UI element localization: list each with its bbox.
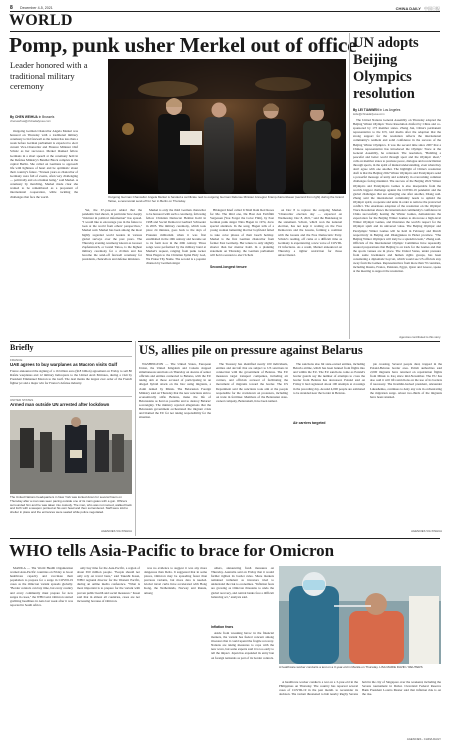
page-number: 8: [10, 5, 13, 11]
who-col-2: [77, 566, 140, 742]
side-body-text: The United Nations General Assembly on Thursday adopted the Beijing Winter Olympic Truce Resolution drafted by China and co-sponsored by 173 member states. Zhang Jun, China's permanent representative to the UN, told media after the adoption that the strong support for the resolution reflects the international community's resilient and solid confidence in the success of the Beijing Winter Olympics. It was the second time since 2007 that a Chinese representative has introduced the Olympic Truce at the General Assembly, he reiterated. The resolution, "Building a peaceful and better world through sport and the Olympic ideal," calls on member states to promote peace, dialogue and reconciliation through sports, in the spirit of mutual understanding, even when they don't agree with one another. The highlight of China's resolution draft is that the Beijing 2022 Winter Olympics and Paralympics send a powerful message of unity and solidarity in overcoming common challenges facing mankind. The success of the Beijing 2022 Winter Olympics and Paralympics Games is also inseparable from the world's biggest challenge against the COVID-19 pandemic and the global challenges that are emerging one after another, Zhang said. Zhang said the international community needs to uphold the Olympic spirit, cooperate and unite in order to remove the protracted conflict. The enormous adoption of the resolution on the Olympic Truce Resolution shows the international community's confidence in China successfully hosting the Winter Games, demonstrates the expectation for the Beijing Winter Games to showcase a high-level Winter Olympic Games, and illustrates the world's respect for the Olympic spirit and its universal value. The Beijing Olympic and Paralympic Winter Games will be held in February and March respectively in Beijing and Zhangjiakou in Hebei province. "The Beijing Winter Olympics will truly be a splendid event," Zhang said. Officials of the International Olympic Committee have repeatedly assured preparations that Beijing is on track for the Games and that the sports venues are in place. The United States, under pressure from some lawmakers and human rights groups, has been considering a diplomatic boycott, which would see US officials stay away from the Games. Representatives from more than 70 countries, including Russia, France, Pakistan, Egypt, Qatar and Greece, spoke at the meeting to support the resolution.: [353, 118, 441, 274]
briefly-item1-body: [10, 369, 132, 394]
ceremony-photo-illustration: [108, 59, 346, 194]
belarus-credit: AGENCIES VIA XINHUA: [411, 529, 442, 533]
who-headline: WHO tells Asia-Pacific to brace for Omicron: [9, 541, 335, 560]
briefly-photo: [10, 410, 132, 494]
belarus-col-1-text: WASHINGTON — The United States, European Union, the United Kingdom and Canada slapped simultaneous sanctions on Thursday on dozens of senior officials and entities connected to Belarus, with the EU taking aim at those accused of participating in an alleged hybrid attack on the bloc using migrants, a claim denied by Minsk. The Belarusian Foreign Ministry said on Thursday that the new sanctions aim to economically stifle Belarus, make the life of Belarusians as hard as possible and to destroy Belarus' sovereignty. The ministry rejected allegations that the Belarusian government orchestrated the migrant crisis and blamed the EU for not taking responsibility for the situation.: [139, 362, 211, 420]
police-photo-illustration: [10, 410, 132, 494]
who-col-4: [211, 566, 274, 622]
lead-byline: [10, 115, 80, 123]
briefly-item1-location: FRANCE: [10, 358, 23, 362]
lead-col-5-text: on Dec 8 to replace the outgoing Merkel. "Chancellor election day — expected on Wednesday, Dec 8, 2021," said the Bundestag in the statement. Scholz, which won the national election, has not kept it waiting on the Free Democrats and the Greens, forming a coalition with the Greens and the Free Democratic Party. Scholz's reading, off came at a difficult time as Germany is experiencing a new wave of COVID-19 infections. As a result, Merkel announced on Thursday a tighter restriction for those unvaccinated.: [278, 208, 342, 258]
belarus-col-3-text: The sanctions also hit state-owned entities, including Belavia airline, which has been banned from flights into and within the EU. The EU sanctions come as Poland's border guards say the number of attempts to cross the border from Belarus has decreased. Poland said on Friday it had registered about 100 attempts at crossings in the preceding day. Around 4,000 people are estimated to be stranded near the border in Belarus.: [293, 362, 365, 395]
who-col-6: [279, 680, 441, 736]
page-date: December 4-5, 2021: [20, 6, 53, 10]
briefly-item2-headline: Armed man outside UN arrested after lockdown: [10, 402, 110, 407]
who-photo: [279, 566, 441, 664]
who-col-3: [144, 566, 207, 742]
who-col-2-text: only buy time for the Asia-Pacific, a region of about 650 million people. "People should not only rely on travel bans," said Takeshi Kasai, WHO regional director for the Western Pacific, during an online media conference. "What is most important is to prepare for the variant with proven public health and social measures." Kasai said that in almost all countries, cases are not increasing because of Omicron.: [77, 566, 140, 603]
header-rule: [10, 11, 440, 12]
belarus-col-2: [216, 362, 288, 534]
side-divider: [349, 33, 350, 339]
lead-col-5: [278, 208, 342, 339]
lead-col-2-text: Yet, the 67-year-old added that the pandemic had shown, in particular how deeply "mistrust in political information" has spread. "I would like to encourage you in the future to look at the world from others' perspectives," Merkel said. Merkel has been among the most highly regarded world leaders in various global surveys over the past years. The Thursday evening ceremony known as Grosser Zapfenstreich, or Grand Tattoo, is the highest military ceremony for a civilian and has become the send-off farewell ceremony for presidents, chancellors and defense ministers.: [82, 208, 142, 262]
lead-byline-email: chenweihua@chinadailyusa.com: [10, 119, 51, 123]
briefly-item1-text: France announced the signing of a 16 billion euro ($18 billion) agreement on Friday to sell 80 Rafale warplanes and 12 military helicopters to the United Arab Emirates, during a visit by President Emmanuel Macron to the Gulf. The deal marks the largest ever order of the French fighter jet and a major win for France's defense industry.: [10, 369, 132, 386]
belarus-col-4: [370, 362, 442, 528]
lead-photo-caption: Outgoing German Chancellor Angela Merkel is handed a certificate next to outgoing German Defense Minister Annegret Kramp-Karrenbauer (second from right) during the Grand Tattoo, a ceremonial send-off for her in Berlin on Thursday.: [108, 195, 344, 203]
who-col-5: [211, 631, 274, 741]
belarus-col-1: [139, 362, 211, 534]
lead-byline-place: in Brussels: [38, 115, 55, 119]
who-col-5-text: Aside from wreaking havoc in the financial markets, the variant has fueled concern among investors that it could upend the fragile recovery. Nations are taking measures to cope with the new wave, but some experts said it is too early to tell the impact. Japan has expanded its entry ban on foreign nationals as part of its border controls.: [211, 631, 274, 660]
lead-col-2: [82, 208, 142, 339]
lead-col-1-text: Outgoing German Chancellor Angela Merkel was honored on Thursday with a traditional military ceremony to bid farewell as the nation has less than a week before German parliament is expected to elect current Vice-Chancellor and Finance Minister Olaf Scholz as her successor. Merkel thanked fellow Germans in a short speech at the ceremony held in the Defense Ministry's Bendler Block complex in the capital Berlin. She called on Germans to approach life with lightness of heart and be optimistic about their country's future. "Sixteen years as chancellor of Germany were full of events, often very challenging — politically and on a human being," said Merkel. A ceremony by marching, Merkel made clear she wanted to be remembered as a proponent of international cooperation, while tackling the challenges that face the world.: [10, 129, 78, 199]
side-byline-email: leitw@chinadailyusa.com: [353, 112, 385, 116]
belarus-subhead: Air carriers targeted: [293, 421, 326, 425]
side-byline: [353, 108, 441, 116]
lead-col-1: [10, 129, 78, 339]
briefly-label: Briefly: [10, 343, 34, 352]
who-photo-caption: A healthcare worker conducts a test on a 3-year-old in Manila on Thursday. LISA MARIE DAVID / REUTERS: [279, 666, 423, 669]
belarus-divider: [135, 341, 136, 536]
side-byline-name: By LEI TIANWEN: [353, 108, 379, 112]
briefly-photo-caption: The United Nations headquarters in New York was locked down for several hours on Thursday after a man was seen pacing outside one of its main gates with a gun. Officers surrounded him and he was taken into custody. The man, who was not named, walked back and forth with a weapon pointed at his own head and then surrendered. Staff were told to shelter in place and the entrances were sealed while police negotiated.: [10, 496, 132, 515]
briefly-item1-headline: UAE agrees to buy warplanes as Macron visits Gulf: [10, 362, 118, 367]
side-byline-place: in Los Angeles: [379, 108, 401, 112]
who-subhead: Inflation fears: [211, 625, 234, 629]
lead-col-3: [146, 208, 206, 339]
who-col-1: [10, 566, 73, 742]
belarus-headline: US, allies pile on pressure against Belarus: [139, 343, 363, 357]
publication-en: CHINA DAILY: [395, 5, 421, 11]
lead-col-4: [210, 208, 274, 339]
briefly-item-divider: [10, 396, 132, 397]
briefly-photo-credit: AGENCIES VIA XINHUA: [101, 529, 132, 533]
publication-cn: 中国日报: [424, 5, 440, 11]
testing-photo-illustration: [279, 566, 441, 664]
section-title: WORLD: [9, 12, 73, 29]
briefly-item2-location: UNITED STATES: [10, 398, 34, 402]
side-credit: Agencies contributed to this story.: [399, 335, 441, 339]
who-col-3-text: was no evidence to suggest it was any more dangerous than Delta. It suggested that in some places, Omicron may be spreading faster than previous variants, but more data is needed. Global travel curbs have accelerated with Hong Kong, the Netherlands, Norway and Russia, among: [144, 566, 207, 595]
lead-photo: [108, 59, 346, 194]
who-col-6-text: A healthcare worker conducts a test on a 3-year-old in the Philippines on Thursday. The country has reported several cases of COVID-19 in the past month. to reconsider its decision. The variant threatened to halt nearby Rugby Sevens held in the city of Singapore over the weekend, including the Sevens tournament in Dubai. Cleveland Federal Reserve Bank President Loretta Mester said that inflation risk is on the rise.: [279, 680, 441, 697]
side-body: [353, 118, 441, 334]
who-rule: [10, 538, 440, 539]
lead-byline-name: By CHEN WEIHUA: [10, 115, 38, 119]
lead-headline: Pomp, punk usher Merkel out of office: [9, 33, 357, 57]
side-headline: UN adopts Beijing Olympics resolution: [353, 35, 419, 102]
belarus-rule: [138, 341, 440, 342]
lead-deck: Leader honored with a traditional military ceremony: [10, 60, 88, 91]
briefly-rule: [10, 341, 132, 342]
belarus-col-2-text: The Treasury has identified nearly 100 individuals, entities and aircraft that are subject to US sanctions in connection with the government of Belarus. The EU measures target transport companies, including air carriers, and officials accused of facilitating the movement of migrants toward the border. The US Department said the sanctions took aim at the people responsible for the crackdown on protesters, including on trade in fertilizer. Members of the Belarusian state-owned company, Belaruskali, have been named.: [216, 362, 288, 403]
who-col-1-text: MANILA — The World Health Organization warned Asia-Pacific countries on Friday to boost healthcare capacity and vaccinate their population to prepare for a surge in COVID-19 cases as the Omicron variant spreads globally. "Border controls can buy time, but every country and every community must prepare for new surges in cases," the WHO said. Omicron started grabbing headlines in Asia last week after it was reported in South Africa.: [10, 566, 73, 607]
lead-col-4-text: Hildegard Knef called It Shall Rain Red Roses for Me. The third one, Du Hast den Farbfilm Vergessen (You Forgot the Color Film), by East German punk singer Nina Hagen in 1974, drew special attention. In the song, Hagen tells of a young woman lamenting that her boyfriend failed to take color photos of their beach holiday. Merkel is the first German chancellor from former East Germany. Her tenure is only slightly shorter than her mentor Kohl. In a planning statement on Thursday, the German parliament will hold a session to elect Scholz: [210, 208, 274, 258]
who-col-4-text: others, announcing fresh measures on Thursday. Australia said on Friday that it would further tighten its border rules. Share markets remained turbulent as investors tried to understand the risk to economies. "Inflation fears are growing as Omicron threatens to undo the global recovery, and central banks face a difficult balancing act," analysts said.: [211, 566, 274, 599]
who-credit: AGENCIES - CHINA DAILY: [406, 737, 441, 741]
lead-subhead: Second-longest tenure: [210, 265, 274, 269]
lead-col-3-text: Merkel is only the third German chancellor to be honored with such a ceremony, following fellow Christian Democrat Helmut Kohl in 1998 and Social Democrat Gerhard Schroeder in 2005. The military ceremony, which took place 24 minutes, goes back to the days of Prussian militarism when it was first established in the 19th century and became set to its form now in the 20th century. Three songs were performed by the military band at Merkel's request, ranging from punk rocker Nina Hagen to the Christian hymn Holy God, We Praise Thy Name. The second is a popular chanson by German singer: [146, 208, 206, 266]
briefly-sub-rule: [10, 356, 132, 357]
belarus-col-3: [293, 362, 365, 418]
belarus-col-4-text: ple crossing, Several people died, trapped in the Poland-Belarus border area. Polish authorities said 2,000 migrants have returned on repatriation flights from Minsk to Iraq since mid-November. The EU has also said it will lift restrictions on the use of its borders if necessary. The Kremlin-backed president, Alexander Lukashenko, continues to deny any role in orchestrating the migration surge. About two-thirds of the migrants have been returned.: [370, 362, 442, 399]
